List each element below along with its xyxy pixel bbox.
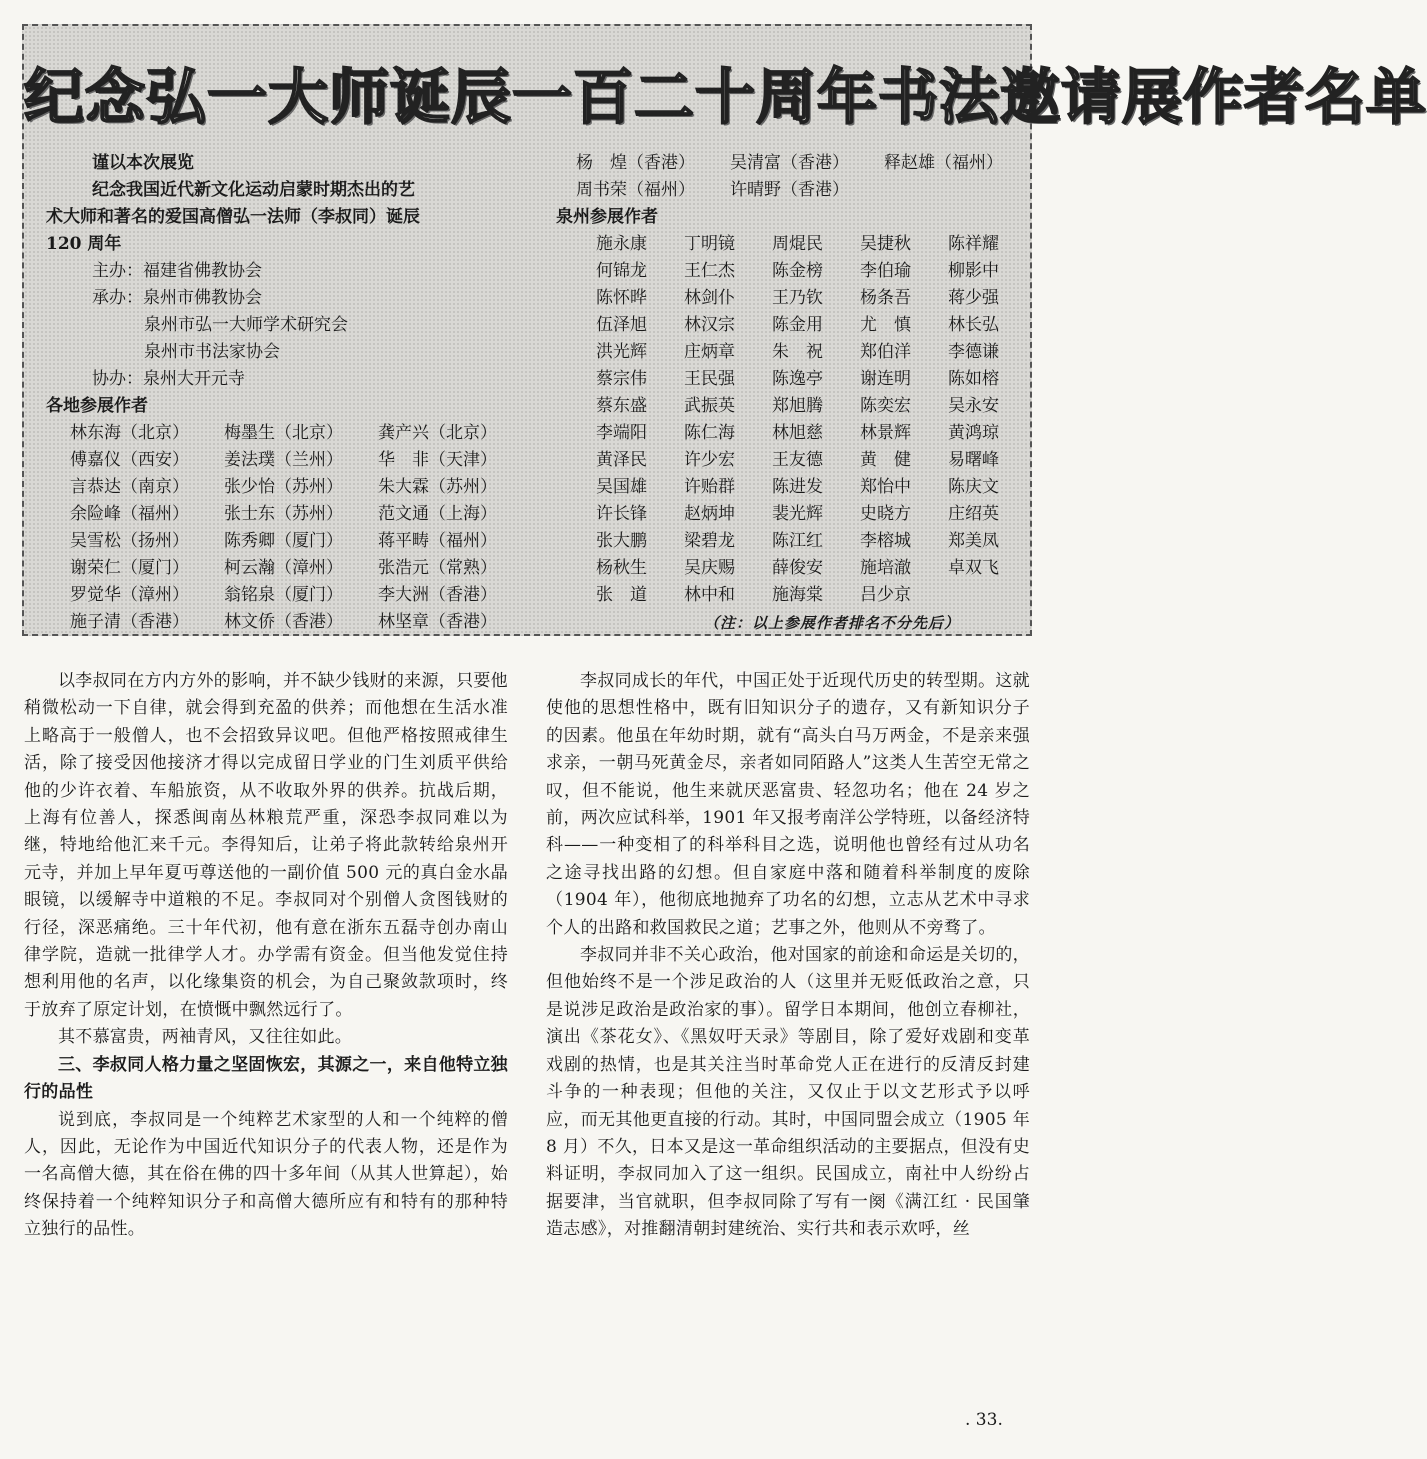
author-name: 梁碧龙 [684,531,735,551]
author-name: 周焜民 [772,234,823,254]
author-name: 陈奕宏 [860,396,911,416]
author-name: 许晴野（香港） [730,180,849,200]
author-name: 王乃钦 [772,288,823,308]
paragraph: 李叔同并非不关心政治，他对国家的前途和命运是关切的，但他始终不是一个涉足政治的人（这里并无贬低政治之意，只是说涉足政治是政治家的事）。留学日本期间，他创立春柳社，演出《茶花女》、《黑奴吁天录》等剧目，除了爱好戏剧和变革戏剧的热情，也是其关注当时革命党人正在进行的反清反封建斗争的一种表现；但他的关注，又仅止于以文艺形式予以呼应，而无其他更直接的行动。其时，中国同盟会成立（1905 年 8 月）不久，日本又是这一革命组织活动的主要据点，但没有史料证明，李叔同加入了这一组织。民国成立，南社中人纷纷占据要津，当官就职，但李叔同除了写有一阕《满江红 · 民国肇造志感》，对推翻清朝封建统治、实行共和表示欢呼，丝 [546,945,1030,1240]
author-name: 王仁杰 [684,261,735,281]
page-number: . 33. [965,1410,1003,1430]
author-name: 黄泽民 [596,450,647,470]
author-name: 许长锋 [596,504,647,524]
author-name: 张浩元（常熟） [378,558,497,578]
author-name: 朱大霖（苏州） [378,477,497,497]
author-name: 周书荣（福州） [576,180,695,200]
author-name: 蒋少强 [948,288,999,308]
left-column [24,668,508,1244]
author-name: 李榕城 [860,531,911,551]
author-name: 林东海（北京） [70,423,189,443]
intro-line: 术大师和著名的爱国高僧弘一法师（李叔同）诞辰 [46,207,420,227]
intro-line: 120 周年 [46,234,122,254]
author-name: 释赵雄（福州） [884,153,1003,173]
author-name: 华 非（天津） [378,450,497,470]
author-name: 史晓方 [860,504,911,524]
author-name: 陈逸亭 [772,369,823,389]
author-name: 李伯瑜 [860,261,911,281]
organizer-line: 泉州市弘一大师学术研究会 [144,315,348,335]
author-name: 张士东（苏州） [224,504,343,524]
right-column [546,668,1030,1244]
author-name: 柳影中 [948,261,999,281]
author-name: 陈金用 [772,315,823,335]
exhibition-list-box [22,24,1427,636]
author-name: 柯云瀚（漳州） [224,558,343,578]
author-name: 杨条吾 [860,288,911,308]
author-name: 蒋平畴（福州） [378,531,497,551]
author-name: 王友德 [772,450,823,470]
author-name: 吴庆赐 [684,558,735,578]
paragraph: 其不慕富贵，两袖青风，又往往如此。 [58,1027,353,1048]
paragraph: 以李叔同在方内方外的影响，并不缺少钱财的来源，只要他稍微松动一下自律，就会得到充盈的供养；而他想在生活水准上略高于一般僧人，也不会招致异议吧。但他严格按照戒律生活，除了接受因他接济才得以完成留日学业的门生刘质平供给他的少许衣着、车船旅资，从不收取外界的供养。抗战后期，上海有位善人，探悉闽南丛林粮荒严重，深恐李叔同难以为继，特地给他汇来千元。李得知后，让弟子将此款转给泉州开元寺，并加上早年夏丏尊送他的一副价值 500 元的真白金水晶眼镜，以缓解寺中道粮的不足。李叔同对个别僧人贪图钱财的行径，深恶痛绝。三十年代初，他有意在浙东五磊寺创办南山律学院，造就一批律学人才。办学需有资金。但当他发觉住持想利用他的名声，以化缘集资的机会，为自己聚敛款项时，终于放弃了原定计划，在愤慨中飘然远行了。 [24,671,508,1020]
author-name: 陈庆文 [948,477,999,497]
author-name: 蔡宗伟 [596,369,647,389]
author-name: 林剑仆 [684,288,735,308]
author-name: 何锦龙 [596,261,647,281]
author-name: 翁铭泉（厦门） [224,585,343,605]
author-name: 陈金榜 [772,261,823,281]
author-name: 卓双飞 [948,558,999,578]
author-name: 陈祥耀 [948,234,999,254]
author-name: 杨秋生 [596,558,647,578]
author-name: 陈仁海 [684,423,735,443]
author-name: 尤 慎 [860,315,911,335]
author-name: 吴清富（香港） [730,153,849,173]
author-name: 李端阳 [596,423,647,443]
author-name: 梅墨生（北京） [224,423,343,443]
author-name: 赵炳坤 [684,504,735,524]
author-name: 朱 祝 [772,342,823,362]
author-name: 裴光辉 [772,504,823,524]
author-name: 张 道 [596,585,647,605]
author-name: 傅嘉仪（西安） [70,450,189,470]
author-name: 杨 煌（香港） [576,153,695,173]
author-name: 谢荣仁（厦门） [70,558,189,578]
author-name: 庄绍英 [948,504,999,524]
organizer-line: 泉州市书法家协会 [144,342,280,362]
author-name: 郑美凤 [948,531,999,551]
author-name: 言恭达（南京） [70,477,189,497]
author-name: 蔡东盛 [596,396,647,416]
author-name: 吕少京 [860,585,911,605]
outside-authors-heading: 各地参展作者 [46,396,148,416]
author-name: 郑伯洋 [860,342,911,362]
author-name: 伍泽旭 [596,315,647,335]
organizer-line: 协办：泉州大开元寺 [92,369,245,389]
author-name: 吴捷秋 [860,234,911,254]
author-name: 吴雪松（扬州） [70,531,189,551]
author-name: 王民强 [684,369,735,389]
author-name: 李德谦 [948,342,999,362]
author-name: 陈秀卿（厦门） [224,531,343,551]
author-name: 庄炳章 [684,342,735,362]
author-name: 施子清（香港） [70,612,189,632]
author-name: 吴永安 [948,396,999,416]
author-name: 林景辉 [860,423,911,443]
author-name: 黄 健 [860,450,911,470]
author-name: 罗觉华（漳州） [70,585,189,605]
author-name: 张大鹏 [596,531,647,551]
author-name: 黄鸿琼 [948,423,999,443]
quanzhou-authors-heading: 泉州参展作者 [556,207,658,227]
author-name: 李大洲（香港） [378,585,497,605]
author-name: 林旭慈 [772,423,823,443]
author-name: 范文通（上海） [378,504,497,524]
author-name: 易曙峰 [948,450,999,470]
author-name: 余险峰（福州） [70,504,189,524]
author-name: 姜法璞（兰州） [224,450,343,470]
author-name: 陈江红 [772,531,823,551]
intro-line: 谨以本次展览 [92,153,194,173]
author-name: 陈怀晔 [596,288,647,308]
author-name: 吴国雄 [596,477,647,497]
box-title: 纪念弘一大师诞辰一百二十周年书法邀请展作者名单 [24,63,1427,133]
author-name: 陈如榕 [948,369,999,389]
author-name: 林汉宗 [684,315,735,335]
paragraph: 说到底，李叔同是一个纯粹艺术家型的人和一个纯粹的僧人，因此，无论作为中国近代知识分子的代表人物，还是作为一名高僧大德，其在俗在佛的四十多年间（从其人世算起），始终保持着一个纯粹知识分子和高僧大德所应有和特有的那种特立独行的品性。 [24,1109,508,1240]
author-name: 龚产兴（北京） [378,423,497,443]
author-name: 张少怡（苏州） [224,477,343,497]
author-name: 郑旭腾 [772,396,823,416]
author-name: 丁明镜 [684,234,735,254]
author-name: 许贻群 [684,477,735,497]
section-heading: 三、李叔同人格力量之坚固恢宏，其源之一，来自他特立独行的品性 [24,1054,508,1103]
author-name: 郑怡中 [860,477,911,497]
author-name: 林长弘 [948,315,999,335]
author-name: 施海棠 [772,585,823,605]
list-note: （注：以上参展作者排名不分先后） [704,614,961,632]
paragraph: 李叔同成长的年代，中国正处于近现代历史的转型期。这就使他的思想性格中，既有旧知识分子的遗存，又有新知识分子的因素。他虽在年幼时期，就有“高头白马万两金，不是亲来强求亲，一朝马死黄金尽，亲者如同陌路人”这类人生苦空无常之叹，但不能说，他生来就厌恶富贵、轻忽功名；他在 24 岁之前，两次应试科举，1901 年又报考南洋公学特班，以备经济特科——一种变相了的科举科目之选，说明他也曾经有过从功名之途寻找出路的幻想。但自家庭中落和随着科举制度的废除（1904 年），他彻底地抛弃了功名的幻想，立志从艺术中寻求个人的出路和救国救民之道；艺事之外，他则从不旁骛了。 [546,671,1030,938]
author-name: 武振英 [684,396,735,416]
author-name: 林坚章（香港） [378,612,497,632]
author-name: 薛俊安 [772,558,823,578]
author-name: 林文侨（香港） [224,612,343,632]
author-name: 施培澈 [860,558,911,578]
author-name: 洪光辉 [596,342,647,362]
organizer-line: 主办：福建省佛教协会 [92,261,262,281]
intro-line: 纪念我国近代新文化运动启蒙时期杰出的艺 [92,180,415,200]
organizer-line: 承办：泉州市佛教协会 [92,288,262,308]
author-name: 施永康 [596,234,647,254]
author-name: 陈进发 [772,477,823,497]
author-name: 许少宏 [684,450,735,470]
author-name: 林中和 [684,585,735,605]
author-name: 谢连明 [860,369,911,389]
